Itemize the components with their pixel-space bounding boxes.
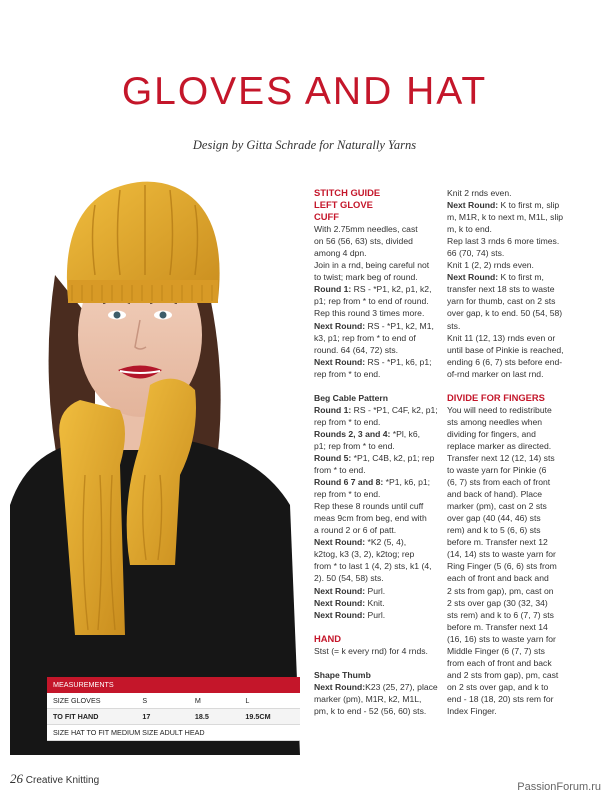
text-line: Rep last 3 rnds 6 more times. xyxy=(447,236,560,247)
instructions-column-2 xyxy=(447,187,597,717)
instruction-next-round xyxy=(314,320,460,332)
text-line: and back of hand). Place xyxy=(447,489,543,500)
table-cell: SIZE GLOVES xyxy=(53,696,101,705)
instruction-next-round xyxy=(314,356,460,368)
instruction-next-round xyxy=(314,681,460,693)
text-line: among 4 dpn. xyxy=(314,248,367,259)
text-line: sts among needles when xyxy=(447,416,543,427)
text-line: With 2.75mm needles, cast xyxy=(314,224,418,235)
subheading-shape-thumb: Shape Thumb xyxy=(314,669,371,680)
text-line: RS - *P1, k6, p1; xyxy=(365,356,432,367)
text-line: to twist; mark beg of round. xyxy=(314,272,418,283)
text-line: Transfer next 12 (12, 14) sts xyxy=(447,452,555,463)
text-line: RS - *P1, C4F, k2, p1; xyxy=(351,404,438,415)
divide-fingers-text xyxy=(447,404,597,717)
instruction-next-round xyxy=(314,609,460,621)
instruction-next-round xyxy=(314,597,460,609)
text-line: Ring Finger (5 (6, 6) sts from xyxy=(447,561,557,572)
text-line: rep from * to end. xyxy=(314,416,381,427)
text-line: Knit 1 (2, 2) rnds even. xyxy=(447,260,534,271)
text-line: Purl. xyxy=(365,585,386,596)
subheading-beg-cable: Beg Cable Pattern xyxy=(314,392,389,403)
text-line: k3, p1; rep from * to end of xyxy=(314,332,416,343)
text-line: dividing for fingers, and xyxy=(447,428,536,439)
text-line: *Pl, k6, xyxy=(390,428,421,439)
text-line: each of front and back and xyxy=(447,573,549,584)
text-line: from * to last 1 (4, 2) sts, k1 (4, xyxy=(314,561,432,572)
instruction-cable-round-1 xyxy=(314,404,460,416)
text-line: m, k to end. xyxy=(447,224,492,235)
text-line: K23 (25, 27), place xyxy=(365,681,438,692)
round-label: Next Round: xyxy=(314,585,366,596)
text-line: Knit 2 rnds even. xyxy=(447,188,512,198)
section-heading-divide-fingers: DIVIDE FOR FINGERS xyxy=(447,391,545,403)
instruction-round-1 xyxy=(314,283,460,295)
text-line: (6, 7) sts from each of front xyxy=(447,477,551,488)
text-line: rep from * to end. xyxy=(314,489,381,500)
page-number: 26 xyxy=(10,771,23,786)
table-row xyxy=(47,693,300,709)
instruction-next-round xyxy=(314,536,460,548)
text-line: (14, 14) sts to waste yarn for xyxy=(447,549,556,560)
text-line: Knit. xyxy=(365,597,385,608)
table-row xyxy=(47,709,300,725)
text-line: replace marker as directed. xyxy=(447,440,552,451)
text-line: RS - *P1, k2, p1, k2, xyxy=(351,284,432,295)
text-line: p1; rep from * to end. xyxy=(314,440,395,451)
text-line: 2). 50 (54, 58) sts. xyxy=(314,573,384,584)
text-line: a round 2 or 6 of patt. xyxy=(314,525,397,536)
section-heading-cuff: CUFF xyxy=(314,211,339,223)
text-line: Rep these 8 rounds until cuff xyxy=(314,501,424,512)
text-line: K to first m, xyxy=(498,272,544,283)
text-line: yarn for thumb, cast on 2 sts xyxy=(447,296,556,307)
text-line: 2 sts from gap), pm, cast on xyxy=(447,585,554,596)
text-line: *P1, k6, p1; xyxy=(383,477,431,488)
round-label: Next Round: xyxy=(314,356,366,367)
table-cell: 17 xyxy=(142,712,151,721)
text-line: Rep this round 3 times more. xyxy=(314,308,425,319)
instruction-cable-rounds-2-4 xyxy=(314,428,460,440)
model-illustration xyxy=(0,175,303,755)
text-line: until base of Pinkie is reached, xyxy=(447,344,564,355)
text-line: on 2 sts over gap, and k to xyxy=(447,681,549,692)
section-heading-left-glove: LEFT GLOVE xyxy=(314,199,373,211)
instruction-next-round xyxy=(314,585,460,597)
text-line: marker (pm), M1R, k2, M1L, xyxy=(314,693,422,704)
designer-byline: Design by Gitta Schrade for Naturally Yarns xyxy=(192,138,417,152)
text-line: ending 6 (6, 7) sts before end- xyxy=(447,356,563,367)
text-line: sts rem) and k to 6 (7, 7) sts xyxy=(447,609,554,620)
text-line: 66 (70, 74) sts. xyxy=(447,248,505,259)
round-label: Round 5: xyxy=(314,452,352,463)
round-label: Next Round: xyxy=(447,272,499,283)
text-line: (16, 16) sts to waste yarn for xyxy=(447,633,556,644)
text-line: Knit 11 (12, 13) rnds even or xyxy=(447,332,556,343)
text-line: p1; rep from * to end of round. xyxy=(314,296,429,307)
text-line: from * to end. xyxy=(314,465,366,476)
text-line: rem) and k to 5 (6, 6) sts xyxy=(447,525,541,536)
text-line: sts. xyxy=(447,320,461,331)
instruction-cable-rounds-6-8 xyxy=(314,476,460,488)
round-label: Next Round: xyxy=(314,537,366,548)
round-label: Next Round: xyxy=(314,597,366,608)
magazine-name: Creative Knitting xyxy=(25,775,100,786)
text-line: on 56 (56, 63) sts, divided xyxy=(314,236,413,247)
text-line: before m. Transfer next 14 xyxy=(447,621,548,632)
text-line: k2tog, k3 (3, 2), k2tog; rep xyxy=(314,549,415,560)
text-line: pm, k to end - 52 (56, 60) sts. xyxy=(314,705,427,716)
table-cell: SIZE HAT TO FIT MEDIUM SIZE ADULT HEAD xyxy=(53,728,205,737)
round-label: Next Round: xyxy=(314,681,366,692)
table-cell: S xyxy=(142,696,148,705)
text-line: end - 18 (18, 20) sts rem for xyxy=(447,693,554,704)
page-footer xyxy=(10,771,99,787)
table-cell: M xyxy=(194,696,201,705)
instruction-cable-round-5 xyxy=(314,452,460,464)
model-photo xyxy=(0,175,303,755)
table-cell: L xyxy=(245,696,250,705)
text-line: from each of front and back xyxy=(447,657,552,668)
text-line: m, M1R, k to next m, M1L, slip xyxy=(447,212,564,223)
text-line: and 2 sts from gap), pm, cast xyxy=(447,669,559,680)
table-row xyxy=(47,725,300,741)
table-cell: 18.5 xyxy=(194,712,209,721)
watermark: PassionForum.ru xyxy=(517,781,601,793)
text-line: 2 sts over gap (30 (32, 34) xyxy=(447,597,548,608)
section-heading-hand: HAND xyxy=(314,632,342,644)
instruction-next-round xyxy=(447,271,597,283)
round-label: Round 6 7 and 8: xyxy=(314,477,384,488)
section-heading-stitch-guide: STITCH GUIDE xyxy=(314,187,381,198)
page-title: GLOVES AND HAT xyxy=(121,70,488,113)
round-label: Round 1: xyxy=(314,284,352,295)
text-line: round. 64 (64, 72) sts. xyxy=(314,344,399,355)
instruction-next-round xyxy=(447,199,597,211)
text-line: of-rnd marker on last rnd. xyxy=(447,368,544,379)
table-cell: TO FIT HAND xyxy=(53,712,99,721)
text-line: Join in a rnd, being careful not xyxy=(314,260,430,271)
text-line: Middle Finger (6 (7, 7) sts xyxy=(447,645,545,656)
round-label: Next Round: xyxy=(314,320,366,331)
text-line: transfer next 18 sts to waste xyxy=(447,284,555,295)
text-line: marker (pm), cast on 2 sts xyxy=(447,501,547,512)
text-line: to waste yarn for Pinkie (6 xyxy=(447,465,547,476)
round-label: Rounds 2, 3 and 4: xyxy=(314,428,391,439)
measurements-table xyxy=(47,677,300,741)
text-line: meas 9cm from beg, end with xyxy=(314,513,427,524)
text-line: Index Finger. xyxy=(447,705,497,716)
round-label: Next Round: xyxy=(447,200,499,211)
instructions-column-1 xyxy=(314,187,460,717)
text-line: K to first m, slip xyxy=(498,200,560,211)
text-line: over gap, k to end. 50 (54, 58) xyxy=(447,308,563,319)
text-line: Purl. xyxy=(365,609,386,620)
text-line: before m. Transfer next 12 xyxy=(447,537,548,548)
text-line: rep from * to end. xyxy=(314,368,381,379)
text-line: Stst (= k every rnd) for 4 rnds. xyxy=(314,645,428,656)
measurements-header: MEASUREMENTS xyxy=(47,677,300,693)
text-line: You will need to redistribute xyxy=(447,404,552,415)
text-line: *P1, C4B, k2, p1; rep xyxy=(351,452,435,463)
table-cell: 19.5CM xyxy=(245,712,271,721)
text-line: RS - *P1, k2, M1, xyxy=(365,320,434,331)
text-line: over gap (40 (44, 46) sts xyxy=(447,513,541,524)
round-label: Next Round: xyxy=(314,609,366,620)
round-label: Round 1: xyxy=(314,404,352,415)
text-line: *K2 (5, 4), xyxy=(365,537,407,548)
